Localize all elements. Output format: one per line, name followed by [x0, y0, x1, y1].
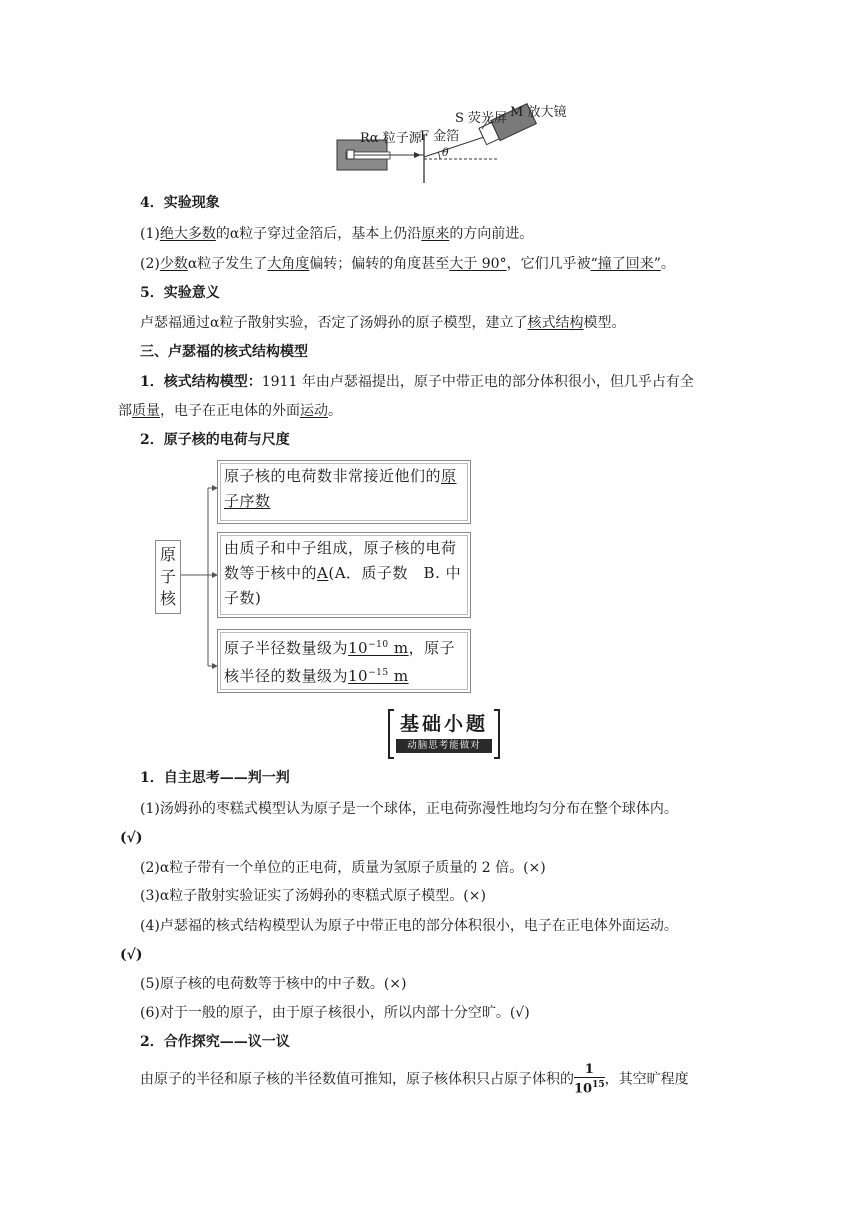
section-4-heading: 4．实验现象: [140, 195, 220, 211]
beam-arrow: [414, 152, 421, 158]
section-5-heading: 5．实验意义: [140, 285, 220, 301]
blank-original: 原来: [421, 226, 450, 242]
blank-large-angle: 大角度: [267, 256, 310, 272]
blank-bounced-back: “撞了回来”: [590, 256, 661, 272]
root-label: 原子核: [159, 545, 176, 608]
self-check-heading: 1．自主思考——判一判: [140, 770, 290, 786]
question-5: (5)原子核的电荷数等于核中的中子数。(×): [140, 976, 407, 992]
model-definition: 1．核式结构模型：1911 年由卢瑟福提出，原子中带正电的部分体积很小，但几乎占有全 部质量，电子在正电体的外面运动。: [118, 374, 694, 419]
alpha-scattering-apparatus-figure: [320, 95, 567, 185]
angle-arc: [438, 152, 440, 159]
phenomenon-2: (2)少数α粒子发生了大角度偏转；偏转的角度甚至大于 90°，它们几乎被“撞了回来”。: [140, 256, 675, 272]
question-4-answer: (√): [120, 947, 143, 963]
blank-nucleus-radius: $10^{-15}$ m: [348, 667, 409, 685]
volume-fraction: $\frac{1}{10^{15}}$: [574, 1062, 605, 1097]
angle-label: θ: [442, 146, 449, 159]
root-node: [155, 540, 181, 614]
blank-over-90: 大于 90°: [449, 256, 507, 272]
blank-atom-radius: $10^{-10}$ m: [348, 639, 409, 657]
source-label: Rα 粒子源: [360, 131, 422, 146]
blank-few: 少数: [159, 256, 188, 272]
question-1-answer: (√): [120, 830, 143, 846]
question-3: (3)α粒子散射实验证实了汤姆孙的枣糕式原子模型。(×): [140, 888, 486, 904]
blank-answer-a: A: [317, 564, 329, 582]
charge-box: 原子核的电荷数非常接近他们的原子序数: [217, 460, 471, 524]
source-emitter: [347, 150, 354, 159]
discussion-heading: 2．合作探究——议一议: [140, 1034, 290, 1050]
blank-mass: 质量: [132, 403, 160, 419]
microscope-label: M 放大镜: [510, 105, 567, 120]
part-3-heading: 三、卢瑟福的核式结构模型: [140, 344, 308, 360]
banner-subtitle: 动脑思考能做对: [396, 739, 492, 753]
nucleus-structure-diagram: [150, 455, 480, 700]
basic-exercises-banner: [388, 709, 500, 755]
question-4: (4)卢瑟福的核式结构模型认为原子中带正电的部分体积很小，电子在正电体外面运动。: [140, 918, 678, 934]
blank-nuclear-structure: 核式结构: [527, 315, 584, 331]
blank-motion: 运动: [300, 403, 328, 419]
blank-majority: 绝大多数: [159, 226, 216, 242]
composition-box: 由质子和中子组成，原子核的电荷数等于核中的A(A．质子数 B. 中子数): [217, 532, 471, 618]
significance-text: 卢瑟福通过α粒子散射实验，否定了汤姆孙的原子模型，建立了核式结构模型。: [140, 315, 626, 331]
phenomenon-1: (1)绝大多数的α粒子穿过金箔后，基本上仍沿原来的方向前进。: [140, 226, 534, 242]
discussion-text: 由原子的半径和原子核的半径数值可推知，原子核体积只占原子体积的 $\frac{1}{10^{15}}$ ，其空旷程度: [140, 1062, 689, 1097]
foil-label: F 金箔: [420, 129, 460, 144]
item-2-heading: 2．原子核的电荷与尺度: [140, 432, 290, 448]
screen-label: S 荧光屏: [455, 111, 508, 126]
question-6: (6)对于一般的原子，由于原子核很小，所以内部十分空旷。(√): [140, 1005, 530, 1021]
scale-box: 原子半径数量级为$10^{-10}$ m，原子核半径的数量级为$10^{-15}$ m: [217, 629, 471, 693]
question-1: (1)汤姆孙的枣糕式模型认为原子是一个球体，正电荷弥漫性地均匀分布在整个球体内。: [140, 801, 678, 817]
banner-title: 基础小题: [399, 713, 488, 735]
blank-atomic-number: 原子序数: [224, 467, 457, 510]
question-2: (2)α粒子带有一个单位的正电荷，质量为氢原子质量的 2 倍。(×): [140, 860, 546, 876]
